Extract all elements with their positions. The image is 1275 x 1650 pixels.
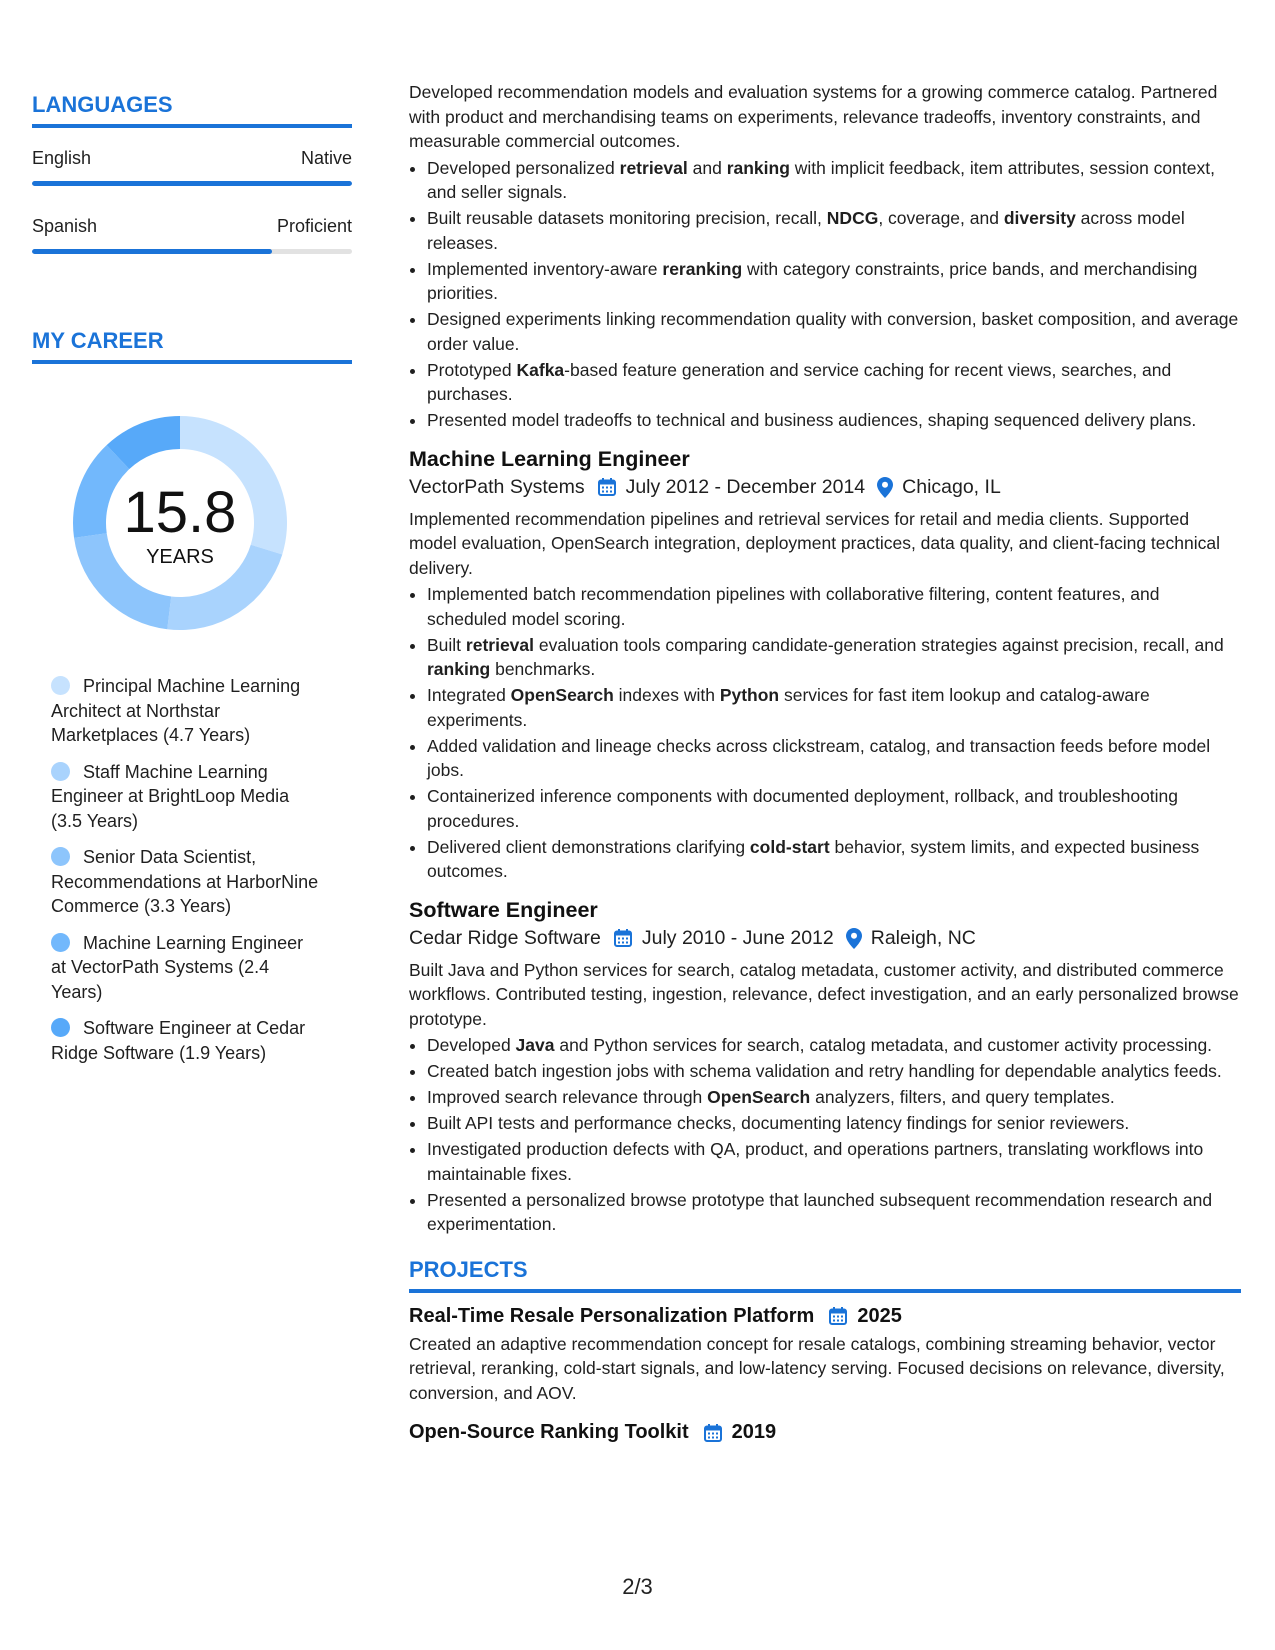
bullet-item: • Investigated production defects with QA, product, and operations partners, translating workflows into maintainable fixes. (427, 1137, 1241, 1186)
job-dates: July 2010 - June 2012 (641, 926, 834, 949)
bullet-item: • Prototyped Kafka-based feature generation and service caching for recent views, searches, and purchases. (427, 358, 1241, 407)
language-item (32, 216, 352, 254)
job-summary: Implemented recommendation pipelines and retrieval services for retail and media clients. Supported model evaluation, OpenSearch integration, deployment practices, data quality, and client-facing technical delivery. (409, 508, 1220, 578)
job-bullets (409, 1033, 1241, 1237)
calendar-icon (703, 1423, 723, 1443)
company-name: VectorPath Systems (409, 475, 585, 498)
legend-label: Staff Machine Learning Engineer at BrightLoop Media (3.5 Years) (51, 761, 290, 831)
legend-label: Senior Data Scientist, Recommendations at HarborNine Commerce (3.3 Years) (51, 847, 319, 916)
legend-dot-icon (51, 1018, 70, 1037)
legend-label: Software Engineer at Cedar Ridge Software (1.9 Years) (51, 1018, 306, 1063)
legend-dot-icon (51, 933, 70, 952)
bullet-item: • Built API tests and performance checks, documenting latency findings for senior reviewers. (427, 1111, 1241, 1136)
main-content (409, 80, 1241, 1448)
career-legend (32, 674, 352, 1065)
language-item (32, 148, 352, 186)
project-name: Open-Source Ranking Toolkit (409, 1421, 689, 1443)
job-title: Software Engineer (409, 897, 598, 922)
bullet-item: • Delivered client demonstrations clarifying cold-start behavior, system limits, and expected business outcomes. (427, 835, 1241, 884)
job-meta (409, 927, 1241, 950)
experience-block-continued (409, 80, 1241, 433)
project-year: 2025 (857, 1304, 902, 1327)
job-dates: July 2012 - December 2014 (625, 475, 866, 498)
legend-label: Principal Machine Learning Architect at Northstar Marketplaces (4.7 Years) (51, 676, 301, 745)
languages-heading: LANGUAGES (32, 92, 352, 128)
bullet-item: • Integrated OpenSearch indexes with Python services for fast item lookup and catalog-aware experiments. (427, 683, 1241, 732)
project-entry (409, 1305, 1241, 1406)
legend-dot-icon (51, 676, 70, 695)
location-pin-icon (846, 928, 862, 949)
project-entry (409, 1421, 1241, 1444)
legend-dot-icon (51, 847, 70, 866)
company-name: Cedar Ridge Software (409, 926, 601, 949)
bullet-item: • Created batch ingestion jobs with schema validation and retry handling for dependable analytics feeds. (427, 1059, 1241, 1084)
job-meta (409, 476, 1241, 499)
language-level: Proficient (276, 216, 352, 236)
projects-heading: PROJECTS (409, 1257, 1241, 1293)
job-location: Chicago, IL (902, 475, 1001, 498)
project-year: 2019 (731, 1421, 777, 1443)
location-pin-icon (877, 477, 893, 498)
bullet-item: • Implemented batch recommendation pipelines with collaborative filtering, content features, and scheduled model scoring. (427, 582, 1241, 631)
language-name: English (32, 148, 92, 168)
project-description: Created an adaptive recommendation concept for resale catalogs, combining streaming behavior, vector retrieval, reranking, cold-start signals, and low-latency serving. Focused decisions on relevance, diversity, conversion, and AOV. (409, 1333, 1225, 1403)
job-bullets (409, 156, 1241, 433)
bullet-item: • Presented model tradeoffs to technical and business audiences, shaping sequenced delivery plans. (427, 408, 1241, 433)
bullet-item: • Built reusable datasets monitoring precision, recall, NDCG, coverage, and diversity across model releases. (427, 206, 1241, 255)
career-total-unit: YEARS (146, 546, 214, 568)
job-location: Raleigh, NC (870, 926, 976, 949)
career-legend-item (51, 760, 321, 834)
career-legend-item (51, 674, 321, 748)
career-legend-item (51, 1016, 321, 1065)
bullet-item: • Added validation and lineage checks across clickstream, catalog, and transaction feeds before model jobs. (427, 734, 1241, 783)
bullet-item: • Designed experiments linking recommendation quality with conversion, basket composition, and average order value. (427, 307, 1241, 356)
language-level: Native (300, 148, 352, 168)
bullet-item: • Improved search relevance through OpenSearch analyzers, filters, and query templates. (427, 1085, 1241, 1110)
bullet-item: • Developed Java and Python services for search, catalog metadata, and customer activity processing. (427, 1033, 1241, 1058)
language-name: Spanish (32, 216, 98, 236)
bullet-item: • Containerized inference components with documented deployment, rollback, and troubleshooting procedures. (427, 784, 1241, 833)
career-heading: MY CAREER (32, 328, 352, 364)
career-total-years: 15.8 (123, 480, 237, 545)
page-number: 2/3 (622, 1574, 653, 1599)
language-level-bar (32, 249, 352, 254)
legend-label: Machine Learning Engineer at VectorPath Systems (2.4 Years) (51, 932, 304, 1002)
bullet-item: • Presented a personalized browse prototype that launched subsequent recommendation research and experimentation. (427, 1188, 1241, 1237)
job-bullets (409, 582, 1241, 884)
career-legend-item (51, 845, 321, 919)
bullet-item: • Implemented inventory-aware reranking with category constraints, price bands, and merchandising priorities. (427, 257, 1241, 306)
career-legend-item (51, 931, 321, 1005)
sidebar (32, 92, 352, 1077)
bullet-item: • Developed personalized retrieval and ranking with implicit feedback, item attributes, session context, and seller signals. (427, 156, 1241, 205)
job-summary: Built Java and Python services for search, catalog metadata, customer activity, and distributed commerce workflows. Contributed testing, ingestion, relevance, defect investigation, and an early personalized browse prototype. (409, 959, 1239, 1029)
calendar-icon (597, 477, 617, 497)
job-title: Machine Learning Engineer (409, 446, 690, 471)
calendar-icon (613, 928, 633, 948)
job-summary: Developed recommendation models and evaluation systems for a growing commerce catalog. Partnered with product and merchandising teams on experiments, relevance tradeoffs, inventory constraints, and measurable commercial outcomes. (409, 82, 1218, 151)
bullet-item: • Built retrieval evaluation tools comparing candidate-generation strategies against precision, recall, and ranking benchmarks. (427, 633, 1241, 682)
legend-dot-icon (51, 762, 70, 781)
language-level-fill (32, 181, 352, 186)
experience-entry (409, 898, 1241, 1237)
career-donut-chart (65, 408, 295, 638)
calendar-icon (828, 1306, 848, 1326)
project-name: Real-Time Resale Personalization Platform (409, 1304, 815, 1327)
experience-entry (409, 447, 1241, 884)
language-level-bar (32, 181, 352, 186)
language-level-fill (32, 249, 272, 254)
